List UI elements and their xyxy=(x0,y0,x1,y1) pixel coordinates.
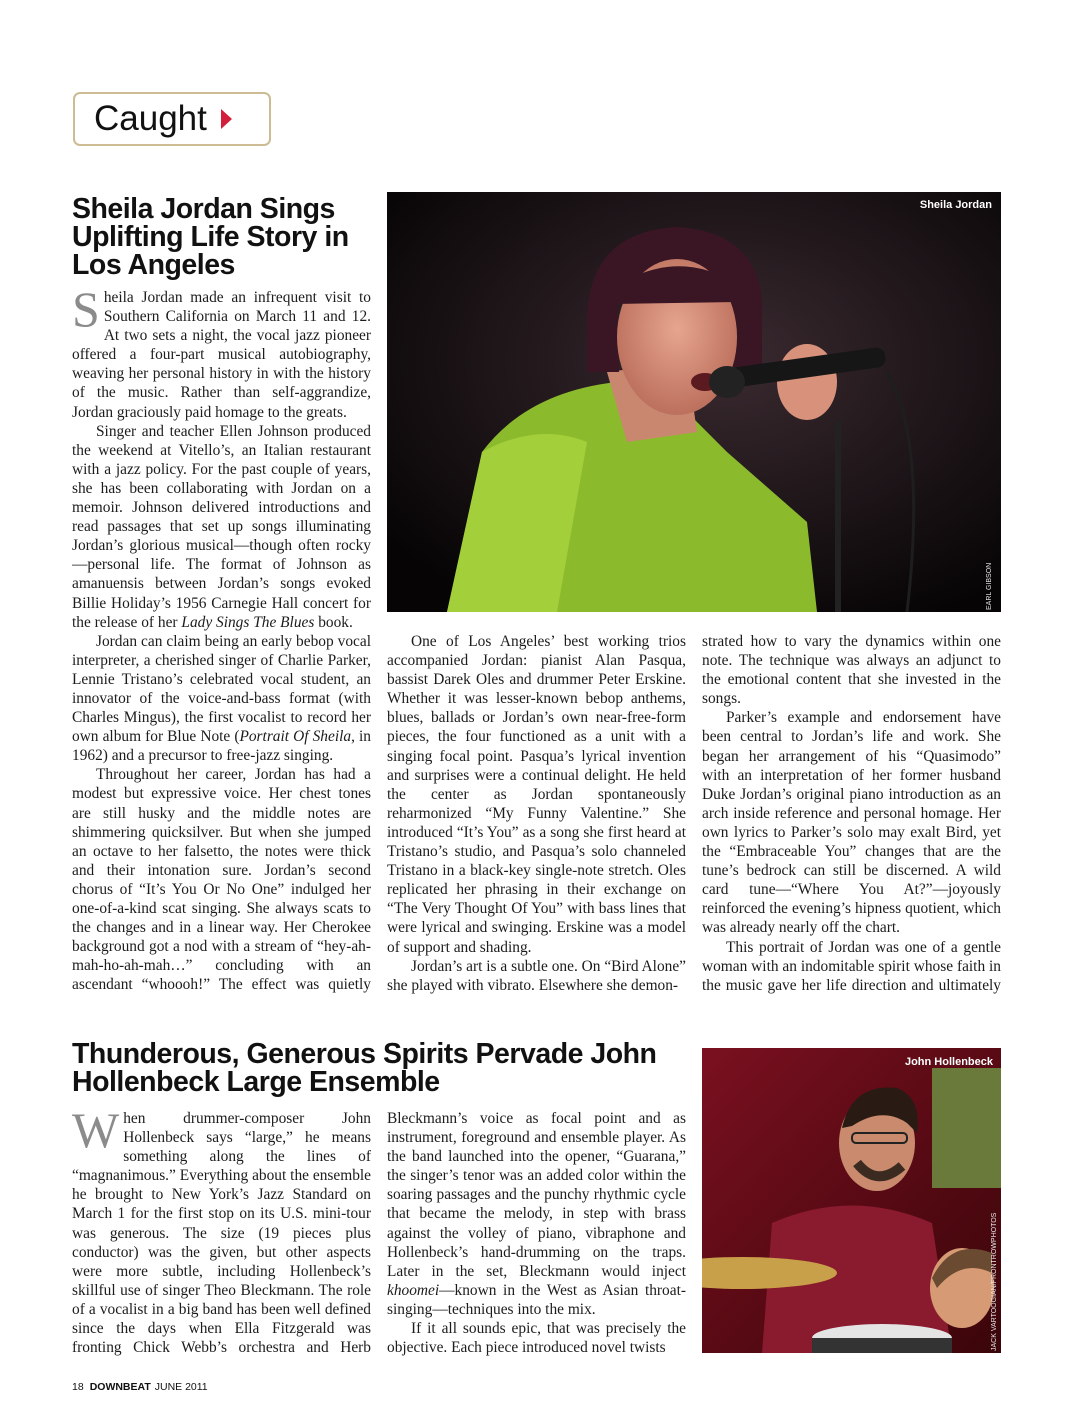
issue-date: JUNE 2011 xyxy=(154,1381,208,1393)
article2-column-2 xyxy=(387,1109,686,1359)
photo-credit: JACK VARTOOGIAN/FRONTROWPHOTOS xyxy=(991,1212,998,1351)
article2-headline: Thunderous, Generous Spirits Pervade John Hollenbeck Large Ensemble xyxy=(72,1038,657,1098)
paragraph: Jordan’s art is a subtle one. On “Bird Alone” she played with vibrato. Elsewhere she demon- xyxy=(387,957,686,994)
caret-right-icon xyxy=(221,109,232,129)
article1-column-3 xyxy=(702,632,1001,995)
sheila-jordan-photo xyxy=(387,192,1001,612)
drop-cap: S xyxy=(72,288,100,337)
article2-column-1 xyxy=(72,1109,371,1359)
photo-caption: Sheila Jordan xyxy=(919,199,992,211)
paragraph: If it all sounds epic, that was precisely the objective. Each piece introduced novel twists xyxy=(387,1320,686,1357)
section-tab-label: Caught xyxy=(94,99,207,138)
page-footer xyxy=(72,1381,208,1393)
drop-cap: W xyxy=(72,1109,120,1158)
magazine-name: DOWNBEAT xyxy=(89,1381,151,1393)
page-number: 18 xyxy=(72,1381,84,1393)
john-hollenbeck-photo xyxy=(702,1048,1001,1353)
section-tab xyxy=(73,92,271,146)
article1-headline: Sheila Jordan Sings Uplifting Life Story in Los Angeles xyxy=(72,193,349,281)
photo-caption: John Hollenbeck xyxy=(904,1056,993,1068)
paragraph: One of Los Angeles’ best working trios accompanied Jordan: pianist Alan Pasqua, bassist Darek Oles and drummer Peter Erskine. Whether it was lesser-known bebop anthems, blues, ballads or Jordan’s own near-free-form pieces, the four functioned as a unit with a singing focal point. Pasqua’s lyrical invention and surprises were a continual delight. He held the center as Jordan spontaneously reharmonized “My Funny Valentine.” She introduced “It’s You” as a song she first heard at Tristano’s studio, and Pasqua’s solo channeled Tristano in a black-key single-note stretch. Oles replicated her phrasing in their exchange on “The Very Thought Of You” with bass lines that were lyrical and swinging. Erskine was a model of support and shading. xyxy=(387,633,686,956)
article1-column-1 xyxy=(72,288,371,995)
paragraph: This portrait of Jordan was one of a gentle woman with an indomitable spirit whose faith in the music gave her life direction and ultimately xyxy=(702,938,1001,994)
paragraph: When drummer-composer John Hollenbeck says “large,” he means something along the lines of “magnanimous.” Everything about the ensemble he brought to New York’s Jazz Standard on March 1 for the first stop on its U.S. mini-tour was generous. The size (19 pieces plus conductor) was the given, but other aspects were more subtle, including Hollenbeck’s skillful use of singer Theo Bleckmann. The role of a vocalist in a big band has been well defined since the days when Ella Fitzgerald was fronting Chick Webb’s orchestra and Herb xyxy=(72,1109,371,1357)
paragraph: Singer and teacher Ellen Johnson produced the weekend at Vitello’s, an Italian restaurant with a jazz policy. For the past couple of years, she has been collaborating with Jordan on a memoir. Johnson delivered introductions and read passages that set up songs illuminating Jordan’s glorious musical—though often rocky—personal life. The format of Johnson as amanuensis between Jordan’s songs evoked Billie Holiday’s 1956 Carnegie Hall concert for the release of her Lady Sings The Blues book. xyxy=(72,422,371,631)
article1-column-2 xyxy=(387,632,686,995)
paragraph: Bleckmann’s voice as focal point and as instrument, foreground and ensemble player. As the band launched into the opener, “Guarana,” the singer’s tenor was an added color within the soaring passages and the punchy rhythmic cycle that became the melody, in step with brass against the volley of piano, vibraphone and Hollenbeck’s hand-drumming on the traps. Later in the set, Bleckmann would inject khoomei—known in the West as Asian throat-singing—techniques into the mix. xyxy=(387,1110,686,1318)
paragraph: strated how to vary the dynamics within one note. The technique was always an adjunct to the emotional content that she invested in the songs. xyxy=(702,633,1001,708)
paragraph: Parker’s example and endorsement have been central to Jordan’s life and work. She began her arrangement of his “Quasimodo” with an interpretation of her former husband Duke Jordan’s original piano introduction as an arch inside reference and personal homage. Her own lyrics to Parker’s solo may exalt Bird, yet the “Embraceable You” changes that are the tune’s bedrock can still be discerned. A wild card tune—“Where You At?”—joyously reinforced the evening’s hipness quotient, which was already nearly off the chart. xyxy=(702,709,1001,937)
paragraph: Sheila Jordan made an infrequent visit to Southern California on March 11 and 12. At two sets a night, the vocal jazz pioneer offered a four-part musical autobiography, weaving her personal history in with the history of the music. Rather than self-aggrandize, Jordan graciously paid homage to the greats. xyxy=(72,288,371,421)
photo-credit: EARL GIBSON xyxy=(986,562,993,610)
paragraph: Throughout her career, Jordan has had a modest but expressive voice. Her chest tones are still husky and the middle notes are shimmering quicksilver. But when she jumped an octave to her falsetto, the notes were thick and their intonation sure. Jordan’s second chorus of “It’s You Or No One” indulged her one-of-a-kind scat singing. She always scats to the changes and in a linear way. Her Cherokee background got a nod with a stream of “hey-ah-mah-ho-ah-mah…” concluding with an ascendant “whoooh!” The effect was quietly xyxy=(72,766,371,994)
paragraph: Jordan can claim being an early bebop vocal interpreter, a cherished singer of Charlie Parker, Lennie Tristano’s celebrated vocal student, an innovator of the voice-and-bass format (with Charles Mingus), the first vocalist to record her own album for Blue Note (Portrait Of Sheila, in 1962) and a precursor to free-jazz singing. xyxy=(72,632,371,765)
